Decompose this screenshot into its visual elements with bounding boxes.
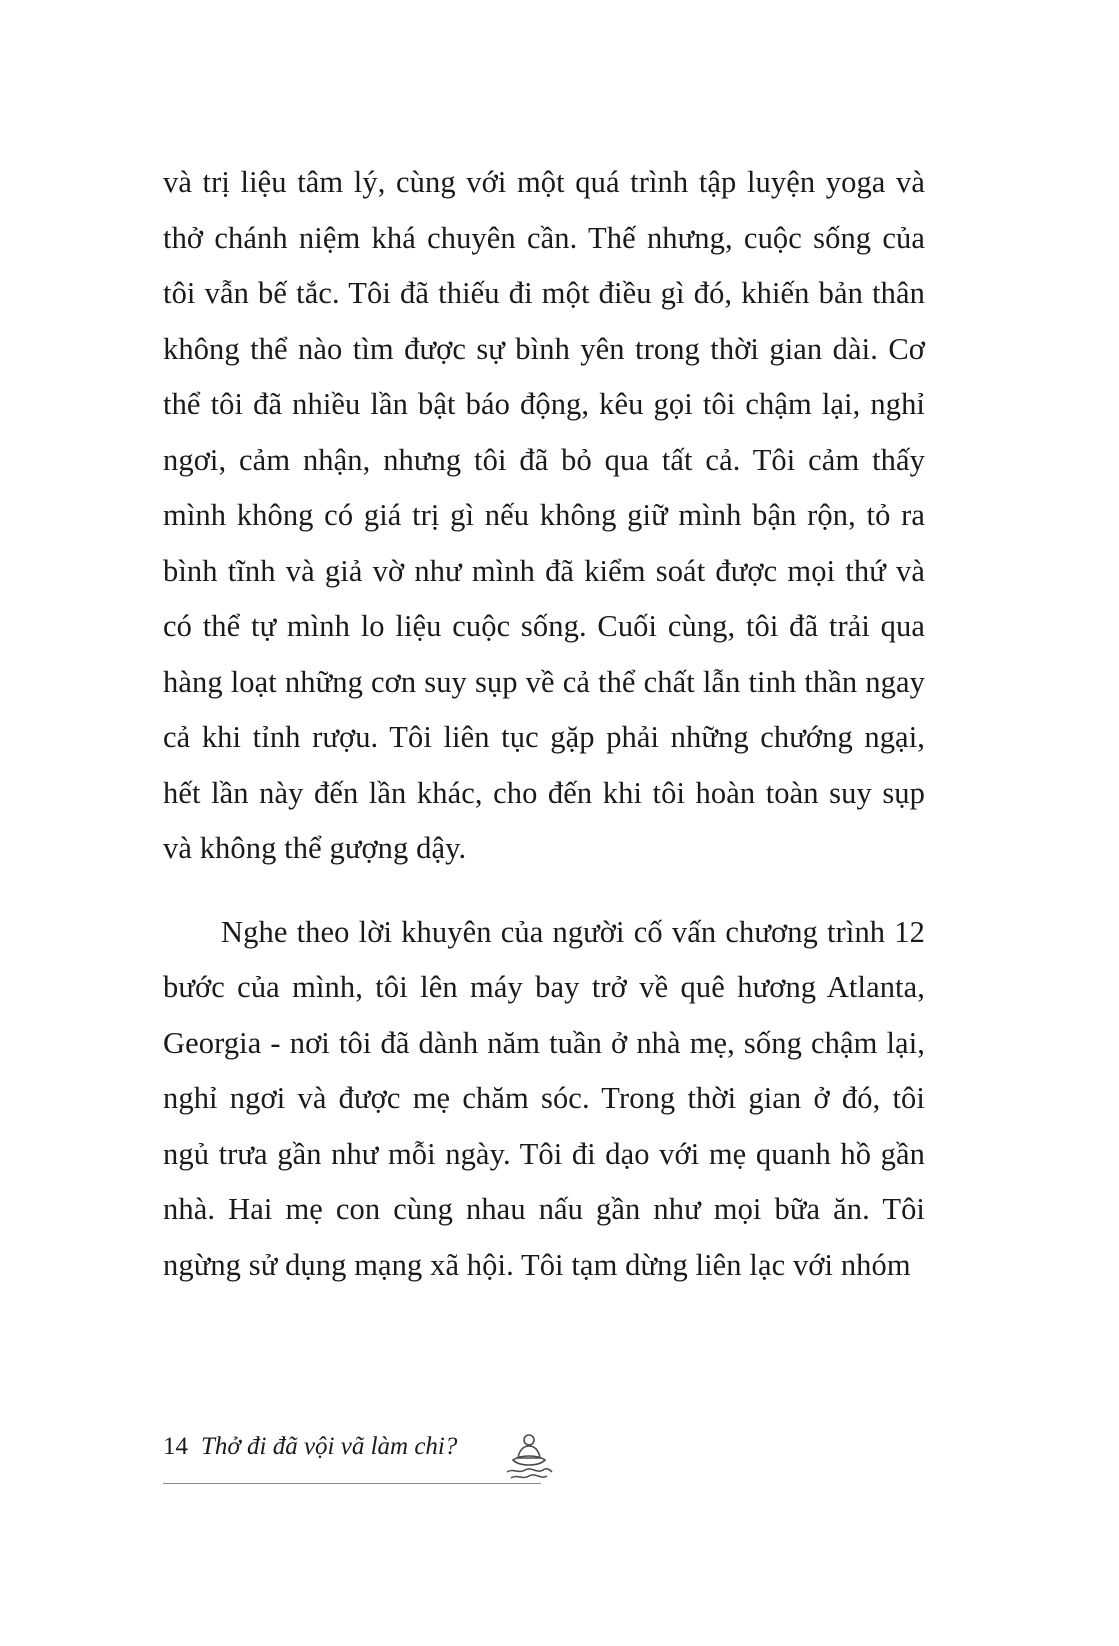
body-paragraph: Nghe theo lời khuyên của người cố vấn chương trình 12 bước của mình, tôi lên máy bay trở về quê hương Atlanta, Georgia - nơi tôi đã dành năm tuần ở nhà mẹ, sống chậm lại, nghỉ ngơi và được mẹ chăm sóc. Trong thời gian ở đó, tôi ngủ trưa gần như mỗi ngày. Tôi đi dạo với mẹ quanh hồ gần nhà. Hai mẹ con cùng nhau nấu gần như mọi bữa ăn. Tôi ngừng sử dụng mạng xã hội. Tôi tạm dừng liên lạc với nhóm (163, 914, 925, 1282)
footer-label-group (163, 1433, 457, 1461)
body-paragraph: và trị liệu tâm lý, cùng với một quá trình tập luyện yoga và thở chánh niệm khá chuyên cần. Thế nhưng, cuộc sống của tôi vẫn bế tắc. Tôi đã thiếu đi một điều gì đó, khiến bản thân không thể nào tìm được sự bình yên trong thời gian dài. Cơ thể tôi đã nhiều lần bật báo động, kêu gọi tôi chậm lại, nghỉ ngơi, cảm nhận, nhưng tôi đã bỏ qua tất cả. Tôi cảm thấy mình không có giá trị gì nếu không giữ mình bận rộn, tỏ ra bình tĩnh và giả vờ như mình đã kiểm soát được mọi thứ và có thể tự mình lo liệu cuộc sống. Cuối cùng, tôi đã trải qua hàng loạt những cơn suy sụp về cả thể chất lẫn tinh thần ngay cả khi tỉnh rượu. Tôi liên tục gặp phải những chướng ngại, hết lần này đến lần khác, cho đến khi tôi hoàn toàn suy sụp và không thể gượng dậy. (163, 165, 925, 865)
footer-divider (163, 1483, 541, 1484)
page-footer (163, 1433, 925, 1491)
page-body (163, 155, 925, 1293)
page-number: 14 (163, 1433, 188, 1460)
running-book-title: Thở đi đã vội vã làm chi? (201, 1433, 458, 1460)
meditating-figure-icon (493, 1427, 565, 1485)
